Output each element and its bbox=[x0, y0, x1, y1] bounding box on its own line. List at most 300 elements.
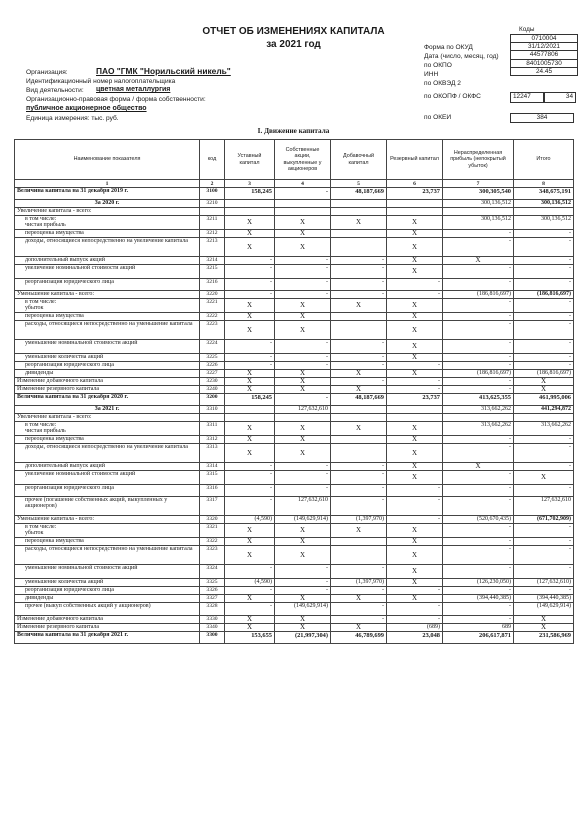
cell-value: - bbox=[443, 386, 514, 394]
cell-value bbox=[331, 238, 387, 257]
cell-value: 158,245 bbox=[225, 188, 275, 200]
row-label: переоценка имущества bbox=[15, 538, 200, 546]
row-label: в том числе: убыток bbox=[15, 299, 200, 313]
row-code: 3214 bbox=[200, 257, 225, 265]
row-label: За 2020 г. bbox=[15, 200, 200, 208]
cell-value: - bbox=[443, 497, 514, 516]
cell-value: - bbox=[331, 378, 387, 386]
cell-value: - bbox=[514, 238, 574, 257]
cell-value bbox=[331, 406, 387, 414]
code-okpo: 44577806 bbox=[511, 51, 578, 59]
cell-value: 313,662,262 bbox=[443, 422, 514, 436]
cell-value: - bbox=[275, 279, 331, 291]
cell-value: - bbox=[514, 279, 574, 291]
cell-value: X bbox=[275, 230, 331, 238]
row-code: 3326 bbox=[200, 587, 225, 595]
row-label: переоценка имущества bbox=[15, 230, 200, 238]
column-number: 5 bbox=[331, 180, 387, 188]
cell-value: - bbox=[514, 587, 574, 595]
cell-value: - bbox=[443, 340, 514, 354]
cell-value: X bbox=[275, 436, 331, 444]
table-row bbox=[15, 200, 574, 208]
row-label: Величина капитала на 31 декабря 2021 г. bbox=[15, 632, 200, 644]
table-row bbox=[15, 394, 574, 406]
row-label: расходы, относящиеся непосредственно на уменьшение капитала bbox=[15, 321, 200, 340]
cell-value: - bbox=[225, 291, 275, 299]
cell-value: X bbox=[387, 463, 443, 471]
codes-table bbox=[510, 34, 578, 76]
cell-value: X bbox=[387, 340, 443, 354]
cell-value: 461,995,006 bbox=[514, 394, 574, 406]
cell-value: (149,629,914) bbox=[275, 603, 331, 616]
cell-value: - bbox=[443, 378, 514, 386]
cell-value: X bbox=[225, 370, 275, 378]
table-row bbox=[15, 321, 574, 340]
cell-value: X bbox=[225, 546, 275, 565]
cell-value: - bbox=[275, 587, 331, 595]
cell-value: - bbox=[443, 279, 514, 291]
inn-label: Идентификационный номер налогоплательщика bbox=[26, 78, 176, 85]
cell-value: 127,632,610 bbox=[514, 497, 574, 516]
code-okud: 0710004 bbox=[511, 35, 578, 43]
cell-value: - bbox=[443, 444, 514, 463]
cell-value: 127,632,610 bbox=[275, 497, 331, 516]
cell-value: - bbox=[443, 471, 514, 485]
cell-value bbox=[225, 414, 275, 422]
cell-value: - bbox=[331, 291, 387, 299]
cell-value: - bbox=[331, 340, 387, 354]
table-row bbox=[15, 378, 574, 386]
cell-value: X bbox=[225, 230, 275, 238]
cell-value: X bbox=[225, 321, 275, 340]
cell-value: X bbox=[225, 444, 275, 463]
row-label: в том числе: убыток bbox=[15, 524, 200, 538]
cell-value: X bbox=[331, 299, 387, 313]
cell-value: - bbox=[331, 485, 387, 497]
cell-value: - bbox=[331, 471, 387, 485]
cell-value: X bbox=[331, 370, 387, 378]
table-row bbox=[15, 565, 574, 579]
cell-value: 313,662,262 bbox=[514, 422, 574, 436]
row-label: переоценка имущества bbox=[15, 436, 200, 444]
cell-value: X bbox=[225, 238, 275, 257]
cell-value: 46,789,699 bbox=[331, 632, 387, 644]
cell-value: - bbox=[443, 603, 514, 616]
row-label: уменьшение количества акций bbox=[15, 579, 200, 587]
cell-value: - bbox=[225, 497, 275, 516]
row-label: Уменьшение капитала - всего: bbox=[15, 291, 200, 299]
cell-value bbox=[275, 414, 331, 422]
cell-value: 413,625,355 bbox=[443, 394, 514, 406]
cell-value: (4,590) bbox=[225, 516, 275, 524]
table-row bbox=[15, 340, 574, 354]
cell-value bbox=[331, 414, 387, 422]
cell-value bbox=[225, 208, 275, 216]
row-code: 3300 bbox=[200, 632, 225, 644]
cell-value: - bbox=[443, 546, 514, 565]
cell-value: - bbox=[387, 497, 443, 516]
cell-value: X bbox=[387, 230, 443, 238]
table-row bbox=[15, 595, 574, 603]
cell-value: - bbox=[514, 565, 574, 579]
column-number: 4 bbox=[275, 180, 331, 188]
row-label: Увеличение капитала - всего: bbox=[15, 414, 200, 422]
row-label: уменьшение номинальной стоимости акций bbox=[15, 565, 200, 579]
column-number: 7 bbox=[443, 180, 514, 188]
cell-value: 23,737 bbox=[387, 394, 443, 406]
code-inn: 8401005730 bbox=[511, 59, 578, 67]
cell-value: X bbox=[225, 616, 275, 624]
row-code: 3325 bbox=[200, 579, 225, 587]
table-row bbox=[15, 546, 574, 565]
cell-value: - bbox=[443, 524, 514, 538]
cell-value: - bbox=[331, 354, 387, 362]
table-row bbox=[15, 313, 574, 321]
cell-value: X bbox=[387, 321, 443, 340]
cell-value: X bbox=[225, 378, 275, 386]
row-code: 3210 bbox=[200, 200, 225, 208]
cell-value: - bbox=[514, 340, 574, 354]
row-code: 3224 bbox=[200, 340, 225, 354]
cell-value: X bbox=[387, 299, 443, 313]
cell-value: X bbox=[225, 422, 275, 436]
table-row bbox=[15, 603, 574, 616]
header-total: Итого bbox=[514, 140, 574, 180]
row-label: Изменение резервного капитала bbox=[15, 386, 200, 394]
row-code: 3220 bbox=[200, 291, 225, 299]
cell-value: 158,245 bbox=[225, 394, 275, 406]
cell-value: - bbox=[225, 485, 275, 497]
report-period: за 2021 год bbox=[266, 39, 321, 50]
cell-value: - bbox=[275, 340, 331, 354]
cell-value bbox=[225, 406, 275, 414]
cell-value: - bbox=[443, 436, 514, 444]
table-row bbox=[15, 616, 574, 624]
cell-value bbox=[331, 230, 387, 238]
row-code: 3225 bbox=[200, 354, 225, 362]
cell-value: - bbox=[331, 603, 387, 616]
cell-value: (21,997,304) bbox=[275, 632, 331, 644]
cell-value: X bbox=[443, 463, 514, 471]
table-row bbox=[15, 354, 574, 362]
cell-value bbox=[331, 444, 387, 463]
cell-value bbox=[331, 436, 387, 444]
cell-value: - bbox=[514, 313, 574, 321]
cell-value: - bbox=[514, 485, 574, 497]
cell-value: X bbox=[275, 524, 331, 538]
cell-value: X bbox=[387, 524, 443, 538]
label-okopf: по ОКОПФ / ОКФС bbox=[424, 93, 481, 100]
row-label: Увеличение капитала - всего: bbox=[15, 208, 200, 216]
row-label: уменьшение количества акций bbox=[15, 354, 200, 362]
row-code: 3312 bbox=[200, 436, 225, 444]
label-okei: по ОКЕИ bbox=[424, 114, 452, 121]
cell-value: X bbox=[275, 238, 331, 257]
column-number: 6 bbox=[387, 180, 443, 188]
cell-value: X bbox=[387, 579, 443, 587]
row-code bbox=[200, 414, 225, 422]
cell-value bbox=[275, 200, 331, 208]
code-date: 31/12/2021 bbox=[511, 43, 578, 51]
cell-value bbox=[225, 200, 275, 208]
cell-value: X bbox=[331, 422, 387, 436]
cell-value: - bbox=[275, 362, 331, 370]
header-reserve-capital: Резервный капитал bbox=[387, 140, 443, 180]
label-inn: ИНН bbox=[424, 71, 439, 78]
cell-value: X bbox=[275, 546, 331, 565]
cell-value: (149,629,914) bbox=[275, 516, 331, 524]
cell-value: X bbox=[514, 616, 574, 624]
cell-value: - bbox=[387, 587, 443, 595]
cell-value: 300,136,512 bbox=[443, 200, 514, 208]
report-title: ОТЧЕТ ОБ ИЗМЕНЕНИЯХ КАПИТАЛА bbox=[202, 26, 385, 37]
cell-value: (689) bbox=[387, 624, 443, 632]
cell-value: (394,440,385) bbox=[443, 595, 514, 603]
row-label: Уменьшение капитала - всего: bbox=[15, 516, 200, 524]
cell-value bbox=[331, 200, 387, 208]
cell-value: 48,187,669 bbox=[331, 394, 387, 406]
table-row bbox=[15, 422, 574, 436]
table-row bbox=[15, 188, 574, 200]
row-label: дивиденды bbox=[15, 370, 200, 378]
cell-value: - bbox=[387, 485, 443, 497]
cell-value: X bbox=[275, 378, 331, 386]
cell-value: X bbox=[387, 370, 443, 378]
table-row bbox=[15, 291, 574, 299]
cell-value: - bbox=[275, 188, 331, 200]
cell-value: - bbox=[225, 471, 275, 485]
cell-value: - bbox=[514, 436, 574, 444]
label-okud: Форма по ОКУД bbox=[424, 44, 473, 51]
units-label: Единица измерения: тыс. руб. bbox=[26, 115, 119, 122]
cell-value: - bbox=[514, 444, 574, 463]
cell-value: X bbox=[225, 216, 275, 230]
column-number: 8 bbox=[514, 180, 574, 188]
cell-value bbox=[514, 208, 574, 216]
header-retained-earnings: Нераспределенная прибыль (непокрытый убыток) bbox=[443, 140, 514, 180]
table-row bbox=[15, 230, 574, 238]
cell-value: 300,305,540 bbox=[443, 188, 514, 200]
cell-value: - bbox=[387, 291, 443, 299]
cell-value: X bbox=[275, 595, 331, 603]
cell-value: 348,675,191 bbox=[514, 188, 574, 200]
cell-value: X bbox=[275, 313, 331, 321]
cell-value: 300,136,512 bbox=[443, 216, 514, 230]
cell-value: X bbox=[387, 422, 443, 436]
cell-value: - bbox=[387, 362, 443, 370]
form-value: публичное акционерное общество bbox=[26, 105, 147, 112]
cell-value: - bbox=[331, 587, 387, 595]
cell-value: X bbox=[387, 238, 443, 257]
capital-changes-table bbox=[14, 139, 574, 644]
cell-value: X bbox=[331, 595, 387, 603]
cell-value: (149,629,914) bbox=[514, 603, 574, 616]
cell-value: 300,136,512 bbox=[514, 216, 574, 230]
cell-value: - bbox=[387, 616, 443, 624]
row-code: 3211 bbox=[200, 216, 225, 230]
cell-value: X bbox=[275, 444, 331, 463]
table-row bbox=[15, 436, 574, 444]
cell-value: X bbox=[225, 313, 275, 321]
header-code: код bbox=[200, 140, 225, 180]
cell-value: - bbox=[514, 299, 574, 313]
cell-value bbox=[387, 200, 443, 208]
cell-value: - bbox=[387, 279, 443, 291]
cell-value: - bbox=[514, 463, 574, 471]
table-row bbox=[15, 624, 574, 632]
row-code: 3200 bbox=[200, 394, 225, 406]
cell-value: X bbox=[387, 595, 443, 603]
table-row bbox=[15, 238, 574, 257]
row-code: 3226 bbox=[200, 362, 225, 370]
table-row bbox=[15, 463, 574, 471]
row-label: дополнительный выпуск акций bbox=[15, 257, 200, 265]
activity-value: цветная металлургия bbox=[96, 86, 171, 93]
table-row bbox=[15, 265, 574, 279]
okopf-codes bbox=[510, 92, 576, 103]
cell-value: - bbox=[275, 257, 331, 265]
cell-value: - bbox=[275, 265, 331, 279]
row-code: 3317 bbox=[200, 497, 225, 516]
row-label: в том числе: чистая прибыль bbox=[15, 422, 200, 436]
cell-value: - bbox=[514, 230, 574, 238]
row-code: 3320 bbox=[200, 516, 225, 524]
row-code: 3223 bbox=[200, 321, 225, 340]
cell-value: (394,440,385) bbox=[514, 595, 574, 603]
cell-value: X bbox=[387, 257, 443, 265]
org-name: ПАО "ГМК "Норильский никель" bbox=[96, 66, 231, 76]
row-label: Изменение добавочного капитала bbox=[15, 378, 200, 386]
label-okved: по ОКВЭД 2 bbox=[424, 80, 461, 87]
label-okpo: по ОКПО bbox=[424, 62, 452, 69]
header-treasury-shares: Собственные акции, выкупленные у акционеров bbox=[275, 140, 331, 180]
org-label: Организация: bbox=[26, 69, 68, 76]
cell-value: - bbox=[275, 354, 331, 362]
cell-value: - bbox=[514, 354, 574, 362]
cell-value: X bbox=[225, 436, 275, 444]
cell-value: - bbox=[225, 362, 275, 370]
cell-value: - bbox=[443, 265, 514, 279]
row-code: 3310 bbox=[200, 406, 225, 414]
row-label: доходы, относящиеся непосредственно на увеличение капитала bbox=[15, 238, 200, 257]
cell-value: X bbox=[514, 386, 574, 394]
table-row bbox=[15, 257, 574, 265]
column-number: 1 bbox=[15, 180, 200, 188]
cell-value: 23,737 bbox=[387, 188, 443, 200]
header-additional-capital: Добавочный капитал bbox=[331, 140, 387, 180]
cell-value: - bbox=[331, 265, 387, 279]
row-code: 3315 bbox=[200, 471, 225, 485]
row-code: 3322 bbox=[200, 538, 225, 546]
cell-value: - bbox=[387, 603, 443, 616]
cell-value: (186,816,697) bbox=[514, 291, 574, 299]
cell-value: - bbox=[225, 587, 275, 595]
cell-value: X bbox=[387, 471, 443, 485]
row-label: переоценка имущества bbox=[15, 313, 200, 321]
row-code: 3100 bbox=[200, 188, 225, 200]
cell-value: - bbox=[443, 238, 514, 257]
cell-value: X bbox=[514, 471, 574, 485]
cell-value: X bbox=[514, 624, 574, 632]
table-row bbox=[15, 587, 574, 595]
cell-value bbox=[331, 313, 387, 321]
row-code: 3323 bbox=[200, 546, 225, 565]
row-code: 3230 bbox=[200, 378, 225, 386]
code-okopf: 12247 bbox=[510, 92, 544, 103]
cell-value: - bbox=[331, 497, 387, 516]
code-okved: 24.45 bbox=[511, 67, 578, 75]
cell-value: 231,586,969 bbox=[514, 632, 574, 644]
cell-value: (1,397,970) bbox=[331, 516, 387, 524]
cell-value: X bbox=[275, 422, 331, 436]
cell-value: 153,655 bbox=[225, 632, 275, 644]
table-row bbox=[15, 386, 574, 394]
cell-value: - bbox=[331, 362, 387, 370]
cell-value: 300,136,512 bbox=[514, 200, 574, 208]
row-code: 3213 bbox=[200, 238, 225, 257]
cell-value: X bbox=[387, 265, 443, 279]
cell-value: X bbox=[387, 538, 443, 546]
row-code: 3313 bbox=[200, 444, 225, 463]
cell-value: X bbox=[275, 616, 331, 624]
cell-value: - bbox=[225, 279, 275, 291]
cell-value: 206,617,871 bbox=[443, 632, 514, 644]
row-label: дивиденды bbox=[15, 595, 200, 603]
cell-value: - bbox=[443, 616, 514, 624]
table-row bbox=[15, 208, 574, 216]
cell-value: X bbox=[275, 386, 331, 394]
cell-value: X bbox=[331, 624, 387, 632]
table-row bbox=[15, 632, 574, 644]
cell-value: X bbox=[225, 386, 275, 394]
cell-value bbox=[514, 414, 574, 422]
cell-value: X bbox=[275, 321, 331, 340]
cell-value: - bbox=[225, 354, 275, 362]
cell-value: (671,702,909) bbox=[514, 516, 574, 524]
cell-value bbox=[331, 546, 387, 565]
row-code: 3222 bbox=[200, 313, 225, 321]
cell-value bbox=[331, 321, 387, 340]
cell-value: - bbox=[514, 524, 574, 538]
table-row bbox=[15, 579, 574, 587]
table-row bbox=[15, 406, 574, 414]
cell-value: (186,816,697) bbox=[443, 291, 514, 299]
cell-value: X bbox=[225, 624, 275, 632]
table-row bbox=[15, 362, 574, 370]
cell-value: - bbox=[331, 565, 387, 579]
cell-value: X bbox=[331, 524, 387, 538]
cell-value: 313,662,262 bbox=[443, 406, 514, 414]
cell-value: (520,670,435) bbox=[443, 516, 514, 524]
cell-value: - bbox=[443, 538, 514, 546]
cell-value: X bbox=[387, 444, 443, 463]
table-row bbox=[15, 524, 574, 538]
section-title: I. Движение капитала bbox=[257, 127, 330, 135]
header-charter-capital: Уставный капитал bbox=[225, 140, 275, 180]
cell-value: - bbox=[225, 463, 275, 471]
row-label: в том числе: чистая прибыль bbox=[15, 216, 200, 230]
row-code: 3212 bbox=[200, 230, 225, 238]
cell-value bbox=[387, 414, 443, 422]
row-code: 3311 bbox=[200, 422, 225, 436]
cell-value: X bbox=[387, 313, 443, 321]
form-label: Организационно-правовая форма / форма собственности: bbox=[26, 96, 206, 103]
table-row bbox=[15, 414, 574, 422]
row-code: 3240 bbox=[200, 386, 225, 394]
cell-value: X bbox=[443, 257, 514, 265]
cell-value: - bbox=[387, 378, 443, 386]
cell-value: - bbox=[275, 471, 331, 485]
